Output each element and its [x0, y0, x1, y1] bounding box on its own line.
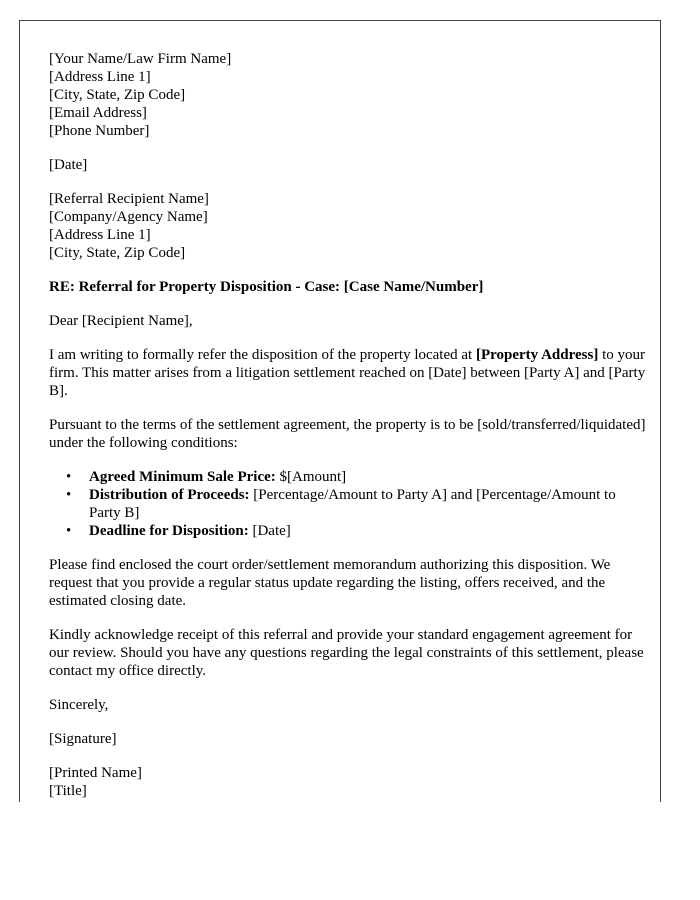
intro-text-after: to your firm. This matter arises from a litigation settlement reached on [Date] between [Party A] and [Party B].	[49, 347, 646, 399]
recipient-block	[49, 190, 650, 262]
subject-line: RE: Referral for Property Disposition - Case: [Case Name/Number]	[49, 279, 484, 295]
sender-phone: [Phone Number]	[49, 123, 150, 139]
condition-label: Deadline for Disposition:	[89, 523, 249, 539]
letter-date: [Date]	[49, 157, 88, 173]
condition-value: $[Amount]	[275, 469, 347, 485]
signer-title: [Title]	[49, 783, 87, 799]
recipient-address-line-1: [Address Line 1]	[49, 227, 151, 243]
printed-name: [Printed Name]	[49, 765, 142, 781]
recipient-company: [Company/Agency Name]	[49, 209, 208, 225]
bullet-icon: •	[66, 469, 72, 485]
sender-address-line-1: [Address Line 1]	[49, 69, 151, 85]
condition-label: Distribution of Proceeds:	[89, 487, 250, 503]
conditions-list	[49, 468, 650, 540]
enclosure-paragraph: Please find enclosed the court order/settlement memorandum authorizing this disposition. We request that you provide a regular status update regarding the listing, offers received, and the estimated closing date.	[49, 557, 611, 609]
signer-block	[49, 764, 650, 800]
letter-page	[19, 20, 661, 802]
list-item	[66, 522, 650, 540]
sender-name: [Your Name/Law Firm Name]	[49, 51, 232, 67]
closing: Sincerely,	[49, 697, 109, 713]
sender-city-state-zip: [City, State, Zip Code]	[49, 87, 186, 103]
acknowledge-paragraph: Kindly acknowledge receipt of this referral and provide your standard engagement agreement for our review. Should you have any questions regarding the legal constraints of this settlement, please contact my office directly.	[49, 627, 644, 679]
property-address: [Property Address]	[475, 347, 599, 363]
terms-paragraph: Pursuant to the terms of the settlement agreement, the property is to be [sold/transferred/liquidated] under the following conditions:	[49, 417, 646, 451]
recipient-city-state-zip: [City, State, Zip Code]	[49, 245, 186, 261]
bullet-icon: •	[66, 487, 72, 503]
intro-text-before: I am writing to formally refer the disposition of the property located at	[49, 347, 476, 363]
list-item	[66, 468, 650, 486]
list-item	[66, 486, 650, 522]
sender-block	[49, 50, 650, 140]
bullet-icon: •	[66, 523, 72, 539]
salutation: Dear [Recipient Name],	[49, 313, 193, 329]
condition-value: [Date]	[248, 523, 291, 539]
condition-label: Agreed Minimum Sale Price:	[89, 469, 276, 485]
signature: [Signature]	[49, 731, 117, 747]
condition-value: [Percentage/Amount to Party A] and [Percentage/Amount to Party B]	[89, 487, 616, 521]
intro-paragraph	[49, 346, 650, 400]
recipient-name: [Referral Recipient Name]	[49, 191, 209, 207]
sender-email: [Email Address]	[49, 105, 147, 121]
